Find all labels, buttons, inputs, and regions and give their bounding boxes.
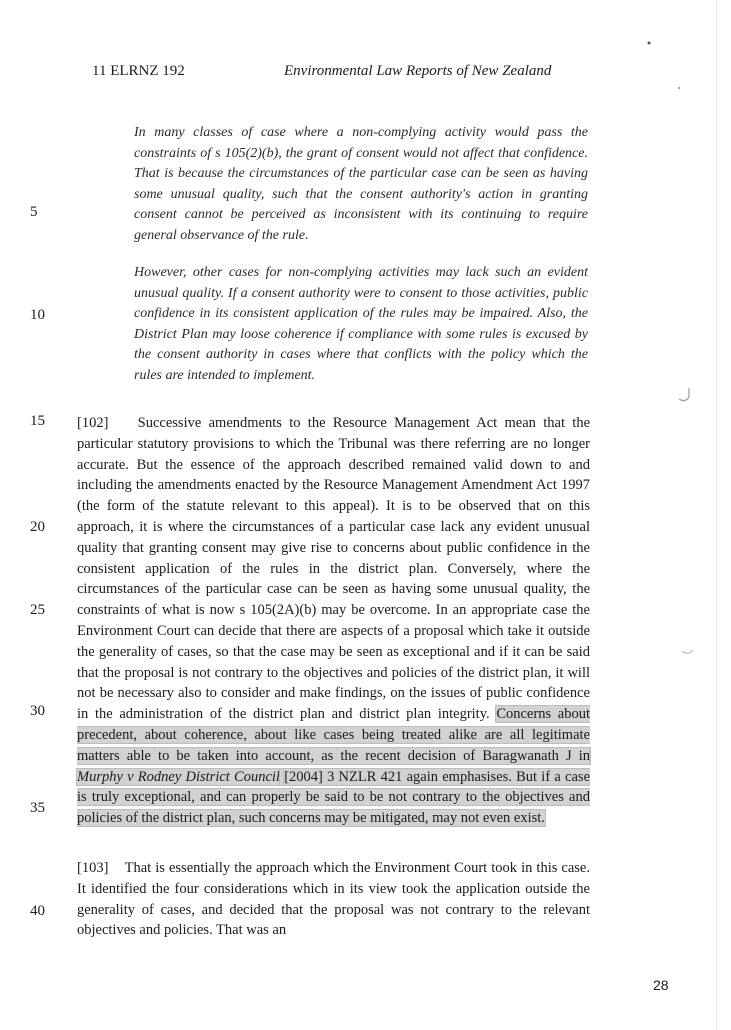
paragraph-103 (77, 858, 590, 941)
line-number: 35 (30, 800, 45, 816)
speck-mark (646, 40, 652, 46)
speck-mark (676, 85, 682, 91)
line-number: 20 (30, 519, 45, 535)
paragraph-text: Successive amendments to the Resource Management Act mean that the particular statutory provisions to which the Tribunal was there referring are no longer accurate. But the essence of the approach described remained valid down to and including the amendments enacted by the Resource Management Amendment Act 1997 (the form of the statute relevant to this appeal). It is to be observed that on this approach, it is where the circumstances of a particular case lack any evident unusual quality that granting consent may give rise to concerns about public confidence in the consistent application of the rules in the district plan. Conversely, where the circumstances of the particular case can be seen as having some unusual quality, the constraints of what is now s 105(2A)(b) may be overcome. In an appropriate case the Environment Court can decide that there are aspects of a proposal which take it outside the generality of cases, so that the case may be seen as exceptional and if it can be said that the proposal is not contrary to the objectives and policies of the district plan, it will not be necessary also to consider and make findings, on the issues of public confidence in the administration of the district plan and district plan integrity. (77, 415, 590, 723)
quote-paragraph-1: In many classes of case where a non-complying activity would pass the constraints of s 105(2)(b), the grant of consent would not affect that confidence. That is because the circumstances of the particular case can be seen as having some unusual quality, such that the consent authority's action in granting consent cannot be perceived as inconsistent with its continuing to require general observance of the rule. (134, 125, 588, 243)
margin-mark (676, 385, 694, 405)
line-number: 10 (30, 307, 45, 323)
page-number: 28 (653, 977, 669, 993)
quote-paragraph-2: However, other cases for non-complying activities may lack such an evident unusual quality. If a consent authority were to consent to those activities, public confidence in its consistent application of the rules may be impaired. Also, the District Plan may loose coherence if compliance with some rules is excused by the consent authority in cases where that conflicts with the policy which the rules are intended to implement. (134, 265, 588, 383)
paragraph-102 (77, 413, 590, 829)
page-edge (716, 0, 717, 1030)
header-report-title: Environmental Law Reports of New Zealand (284, 63, 552, 79)
line-number: 15 (30, 413, 45, 429)
paragraph-number: [103] (77, 860, 109, 876)
highlighted-text: Concerns about precedent, about coherence, about like cases being treated alike are all legitimate matters able to be taken into account, as the recent decision of Baragwanath J in (77, 706, 590, 764)
line-number: 25 (30, 602, 45, 618)
paragraph-text: That is essentially the approach which the Environment Court took in this case. It identified the four considerations which in its view took the application outside the generality of cases, and decided that the proposal was not contrary to the relevant objectives and policies. That was an (77, 860, 590, 939)
case-citation: Murphy v Rodney District Council (77, 768, 280, 785)
line-number: 40 (30, 903, 45, 919)
line-number: 5 (30, 204, 38, 220)
margin-mark (680, 640, 696, 658)
line-number: 30 (30, 703, 45, 719)
paragraph-number: [102] (77, 415, 109, 431)
header-citation: 11 ELRNZ 192 (92, 63, 185, 79)
highlighted-text-continued: [2004] 3 NZLR 421 again emphasises. But if a case is truly exceptional, and can properly be said to be not contrary to the objectives and policies of the district plan, such concerns may be mitigated, may not even exist. (77, 768, 591, 827)
